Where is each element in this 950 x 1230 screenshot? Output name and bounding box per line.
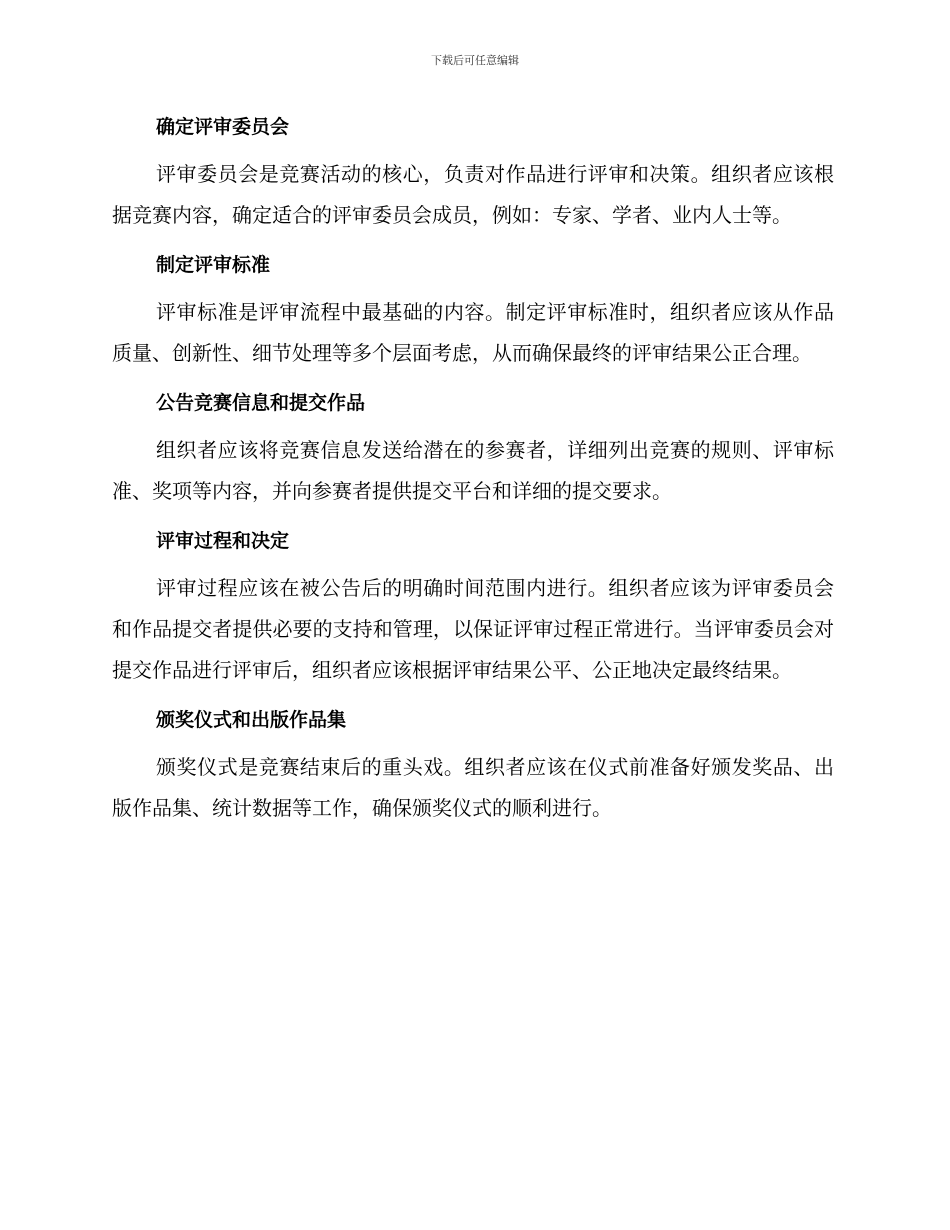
section-award-ceremony [112, 701, 834, 829]
page-header: 下载后可任意编辑 [431, 54, 519, 67]
document-body [112, 108, 834, 839]
section-heading: 制定评审标准 [156, 254, 271, 276]
section-heading: 评审过程和决定 [156, 530, 290, 552]
section-announce-and-submit [112, 384, 834, 512]
section-review-standards [112, 246, 834, 374]
section-paragraph: 评审委员会是竞赛活动的核心，负责对作品进行评审和决策。组织者应该根据竞赛内容，确定适合的评审委员会成员，例如：专家、学者、业内人士等。 [112, 162, 834, 227]
section-paragraph: 评审标准是评审流程中最基础的内容。制定评审标准时，组织者应该从作品质量、创新性、细节处理等多个层面考虑，从而确保最终的评审结果公正合理。 [112, 300, 834, 365]
section-heading: 颁奖仪式和出版作品集 [156, 709, 347, 731]
section-paragraph: 评审过程应该在被公告后的明确时间范围内进行。组织者应该为评审委员会和作品提交者提供必要的支持和管理，以保证评审过程正常进行。当评审委员会对提交作品进行评审后，组织者应该根据评审结果公平、公正地决定最终结果。 [112, 576, 834, 682]
section-heading: 公告竞赛信息和提交作品 [156, 392, 366, 414]
section-heading: 确定评审委员会 [156, 116, 290, 138]
section-review-committee [112, 108, 834, 236]
section-review-process [112, 522, 834, 691]
section-paragraph: 颁奖仪式是竞赛结束后的重头戏。组织者应该在仪式前准备好颁发奖品、出版作品集、统计数据等工作，确保颁奖仪式的顺利进行。 [112, 755, 834, 820]
section-paragraph: 组织者应该将竞赛信息发送给潜在的参赛者，详细列出竞赛的规则、评审标准、奖项等内容，并向参赛者提供提交平台和详细的提交要求。 [112, 438, 834, 503]
